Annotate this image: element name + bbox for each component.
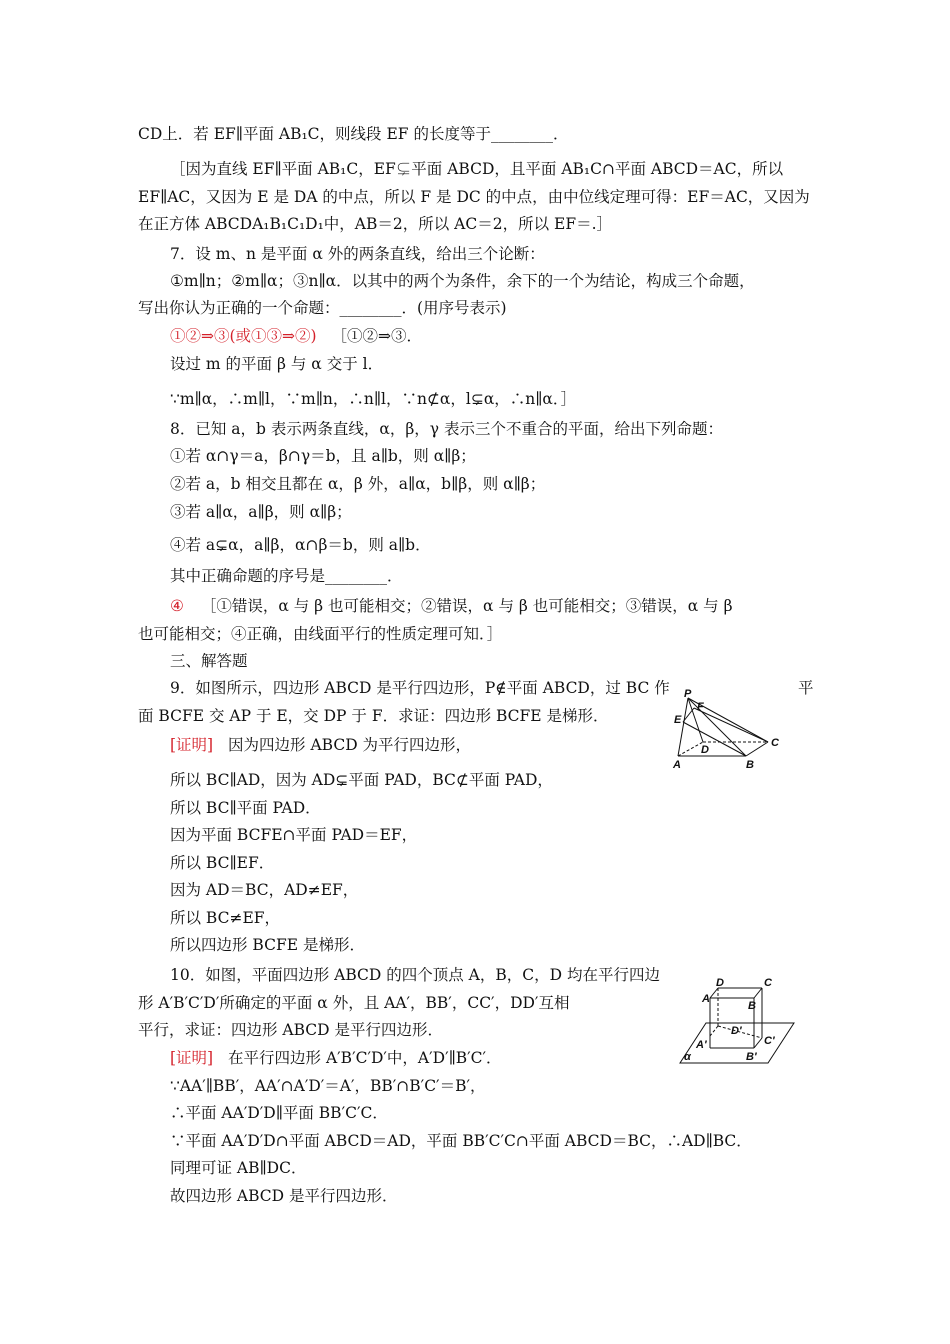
figure-pyramid [668, 688, 788, 772]
text-line: EF∥AC，又因为 E 是 DA 的中点，所以 F 是 DC 的中点，由中位线定理可得：EF＝AC，又因为 [138, 188, 810, 206]
answer-line [170, 326, 422, 346]
text-line: 也可能相交；④正确，由线面平行的性质定理可知．］ [138, 625, 503, 643]
figure-label: A [673, 759, 681, 771]
text-line: ③若 a∥α，a∥β，则 α∥β； [170, 503, 352, 521]
text-line: 所以 BC∥平面 PAD． [170, 799, 321, 817]
text-line: ∵m∥α，∴m∥l，∵m∥n，∴n∥l，∵n⊄α，l⊊α，∴n∥α．］ [170, 390, 577, 408]
question-10: 10．如图，平面四边形 ABCD 的四个顶点 A，B，C，D 均在平行四边 [170, 966, 660, 984]
proof-text: 因为四边形 ABCD 为平行四边形， [228, 736, 472, 754]
figure-label: D′ [731, 1025, 742, 1037]
text-line: 平 [798, 679, 814, 697]
text-line: CD上．若 EF∥平面 AB₁C，则线段 EF 的长度等于________． [138, 125, 569, 143]
answer-text: ①②⇒③(或①③⇒②) [170, 327, 317, 345]
figure-label: D [716, 977, 724, 989]
figure-label: E [674, 714, 682, 726]
figure-label: F [697, 701, 704, 713]
figure-label: C′ [764, 1035, 775, 1047]
text-line: 所以 BC≠EF， [170, 909, 281, 927]
figure-label: D [701, 744, 709, 756]
figure-label: A [702, 993, 710, 1005]
text-line: ②若 a，b 相交且都在 α，β 外，a∥α，b∥β，则 α∥β； [170, 475, 546, 493]
figure-label: C [764, 977, 772, 989]
figure-label: B [746, 759, 754, 771]
text-line: 平行，求证：四边形 ABCD 是平行四边形． [138, 1021, 444, 1039]
text-line: 因为平面 BCFE∩平面 PAD＝EF， [170, 826, 418, 844]
section-heading: 三、解答题 [170, 652, 248, 670]
question-9: 9．如图所示，四边形 ABCD 是平行四边形，P∉平面 ABCD，过 BC 作 [170, 679, 670, 697]
text-line: 设过 m 的平面 β 与 α 交于 l． [170, 355, 384, 373]
question-8: 8．已知 a，b 表示两条直线，α，β，γ 表示三个不重合的平面，给出下列命题： [170, 420, 723, 438]
text-line: 所以四边形 BCFE 是梯形． [170, 936, 365, 954]
text-line: ∴平面 AA′D′D∥平面 BB′C′C． [170, 1104, 388, 1122]
text-line: 其中正确命题的序号是________． [170, 567, 403, 585]
figure-label: A′ [696, 1039, 707, 1051]
proof-tag: [证明] [170, 1049, 214, 1067]
text-line: 在正方体 ABCDA₁B₁C₁D₁中，AB＝2，所以 AC＝2，所以 EF＝.］ [138, 215, 613, 233]
text-line: 所以 BC∥EF． [170, 854, 275, 872]
figure-prism [676, 976, 798, 1068]
figure-label: P [684, 688, 692, 700]
text-line: ①若 α∩γ＝a，β∩γ＝b，且 a∥b，则 α∥β； [170, 447, 476, 465]
proof-line [170, 1048, 502, 1068]
text-line: 面 BCFE 交 AP 于 E，交 DP 于 F．求证：四边形 BCFE 是梯形． [138, 707, 609, 725]
text-line: 所以 BC∥AD，因为 AD⊊平面 PAD，BC⊄平面 PAD， [170, 771, 553, 789]
text-line: 因为 AD＝BC，AD≠EF， [170, 881, 359, 899]
text-line: 形 A′B′C′D′所确定的平面 α 外，且 AA′，BB′，CC′，DD′互相 [138, 994, 570, 1012]
proof-line [170, 735, 471, 755]
proof-text: 在平行四边形 A′B′C′D′中，A′D′∥B′C′． [228, 1049, 502, 1067]
text-line: ∵AA′∥BB′，AA′∩A′D′＝A′，BB′∩B′C′＝B′， [170, 1077, 486, 1095]
figure-label: B′ [746, 1051, 757, 1063]
text-line: 故四边形 ABCD 是平行四边形． [170, 1187, 398, 1205]
answer-explanation: ［①错误，α 与 β 也可能相交；②错误，α 与 β 也可能相交；③错误，α 与 β [200, 597, 733, 615]
answer-line [170, 596, 733, 616]
text-line: ［因为直线 EF∥平面 AB₁C，EF⊊平面 ABCD，且平面 AB₁C∩平面 ABCD＝AC，所以 [170, 160, 784, 178]
figure-label: B [748, 1000, 756, 1012]
answer-text: ④ [170, 597, 184, 615]
text-line: 同理可证 AB∥DC． [170, 1159, 307, 1177]
proof-tag: [证明] [170, 736, 214, 754]
figure-label: C [771, 737, 779, 749]
text-line: 写出你认为正确的一个命题：________．(用序号表示) [138, 299, 507, 317]
figure-label: α [684, 1051, 691, 1063]
text-line: ∵平面 AA′D′D∩平面 ABCD＝AD，平面 BB′C′C∩平面 ABCD＝BC，∴AD∥BC． [170, 1132, 752, 1150]
question-7: 7．设 m、n 是平面 α 外的两条直线，给出三个论断： [170, 245, 545, 263]
answer-explanation: ［①②⇒③． [331, 327, 423, 345]
text-line: ①m∥n；②m∥α；③n∥α．以其中的两个为条件，余下的一个为结论，构成三个命题， [170, 272, 755, 290]
text-line: ④若 a⊊α，a∥β，α∩β＝b，则 a∥b． [170, 536, 431, 554]
